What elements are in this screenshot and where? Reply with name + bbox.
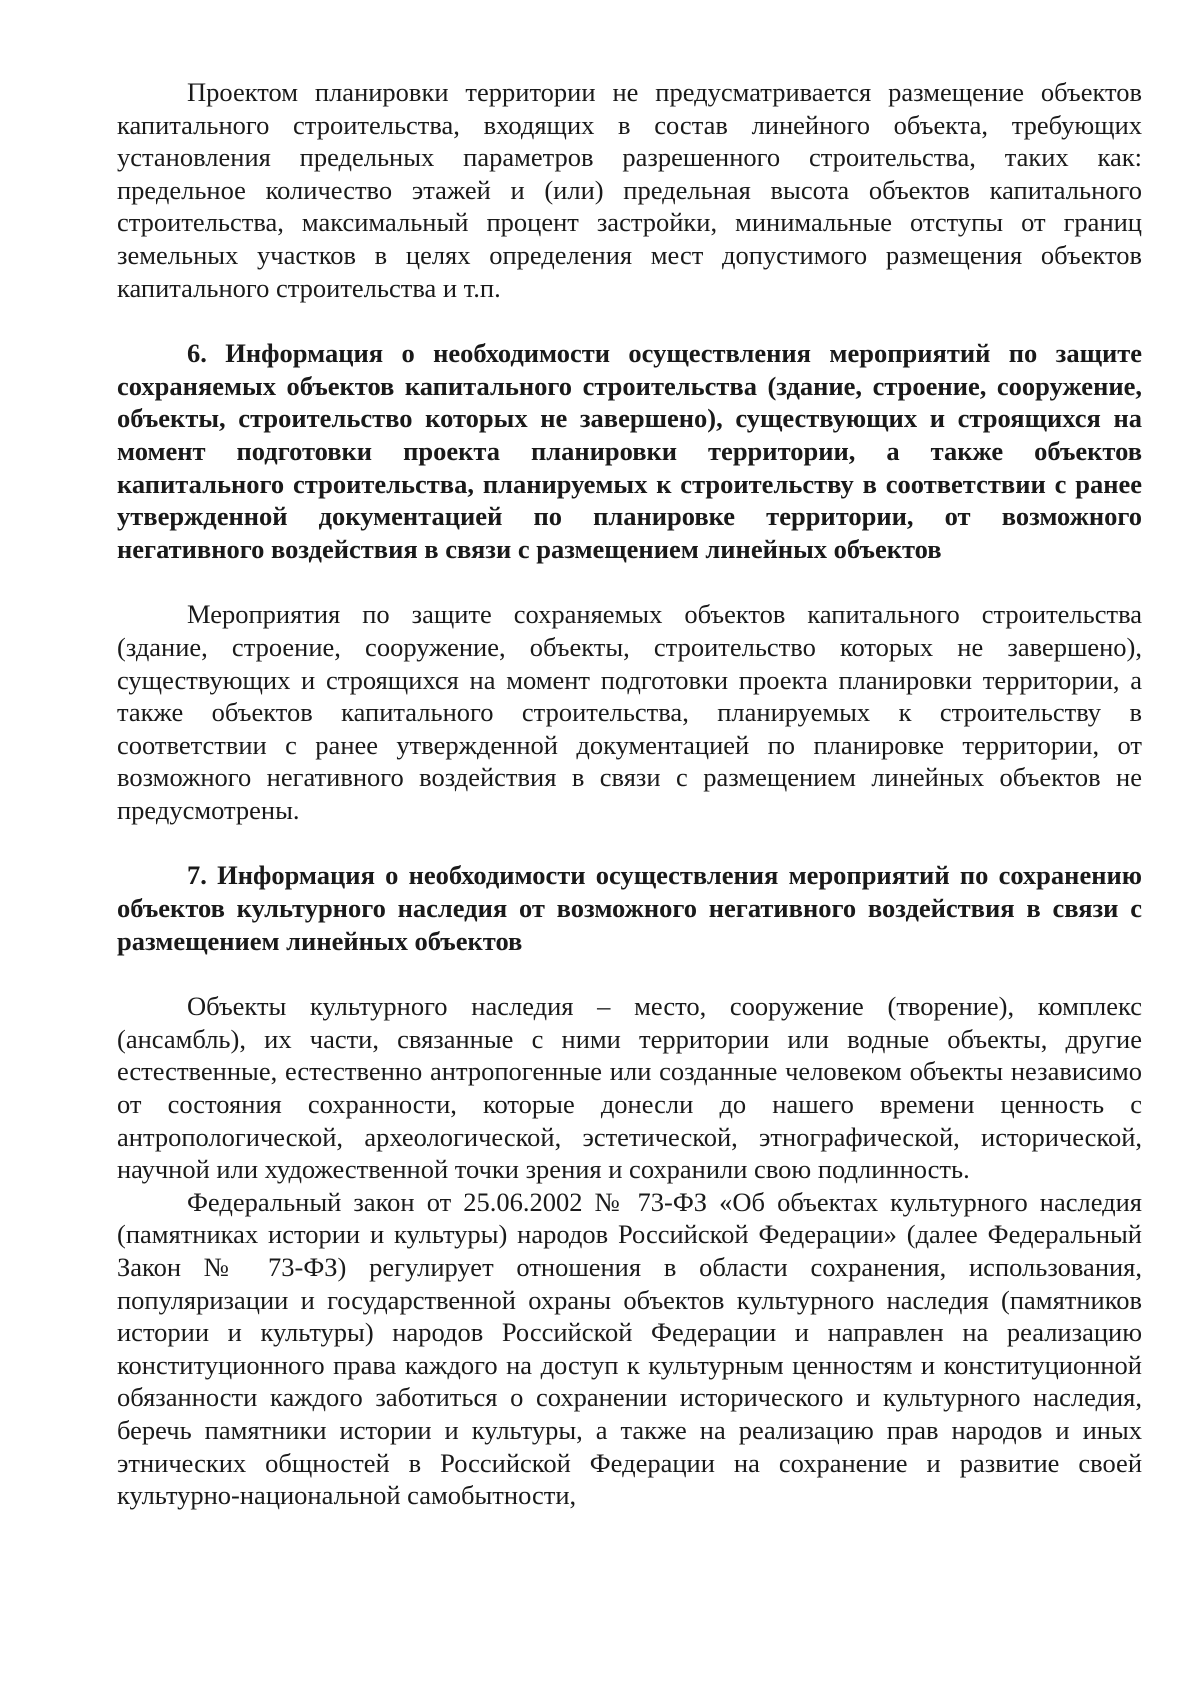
spacer (117, 304, 1142, 337)
paragraph-planning-restrictions: Проектом планировки территории не предусматривается размещение объектов капитального строительства, входящих в состав линейного объекта, требующих установления предельных параметров разрешенного строительства, таких как: предельное количество этажей и (или) предельная высота объектов капитального строительства, максимальный процент застройки, минимальные отступы от границ земельных участков в целях определения мест допустимого размещения объектов капитального строительства и т.п. (117, 77, 1142, 303)
section-6-heading: 6. Информация о необходимости осуществления мероприятий по защите сохраняемых объектов капитального строительства (здание, строение, сооружение, объекты, строительство которых не завершено), существующих и строящихся на момент подготовки проекта планировки территории, а также объектов капитального строительства, планируемых к строительству в соответствии с ранее утвержденной документацией по планировке территории, от возможного негативного воздействия в связи с размещением линейных объектов (117, 338, 1142, 564)
spacer (117, 565, 1142, 598)
spacer (117, 826, 1142, 859)
section-7-heading: 7. Информация о необходимости осуществления мероприятий по сохранению объектов культурного наследия от возможного негативного воздействия в связи с размещением линейных объектов (117, 860, 1142, 956)
paragraph-cultural-heritage-definition: Объекты культурного наследия – место, сооружение (творение), комплекс (ансамбль), их части, связанные с ними территории или водные объекты, другие естественные, естественно антропогенные или созданные человеком объекты независимо от состояния сохранности, которые донесли до нашего времени ценность с антропологической, археологической, эстетической, этнографической, исторической, научной или художественной точки зрения и сохранили свою подлинность. (117, 991, 1142, 1185)
spacer (117, 957, 1142, 990)
paragraph-federal-law: Федеральный закон от 25.06.2002 № 73-ФЗ «Об объектах культурного наследия (памятниках истории и культуры) народов Российской Федерации» (далее Федеральный Закон № 73-ФЗ) регулирует отношения в области сохранения, использования, популяризации и государственной охраны объектов культурного наследия (памятников истории и культуры) народов Российской Федерации и направлен на реализацию конституционного права каждого на доступ к культурным ценностям и конституционной обязанности каждого заботиться о сохранении исторического и культурного наследия, беречь памятники истории и культуры, а также на реализацию прав народов и иных этнических общностей в Российской Федерации на сохранение и развитие своей культурно-национальной самобытности, (117, 1186, 1142, 1511)
paragraph-protection-measures: Мероприятия по защите сохраняемых объектов капитального строительства (здание, строение, сооружение, объекты, строительство которых не завершено), существующих и строящихся на момент подготовки проекта планировки территории, а также объектов капитального строительства, планируемых к строительству в соответствии с ранее утвержденной документацией по планировке территории, от возможного негативного воздействия в связи с размещением линейных объектов не предусмотрены. (117, 599, 1142, 825)
document-page (117, 76, 1142, 1512)
